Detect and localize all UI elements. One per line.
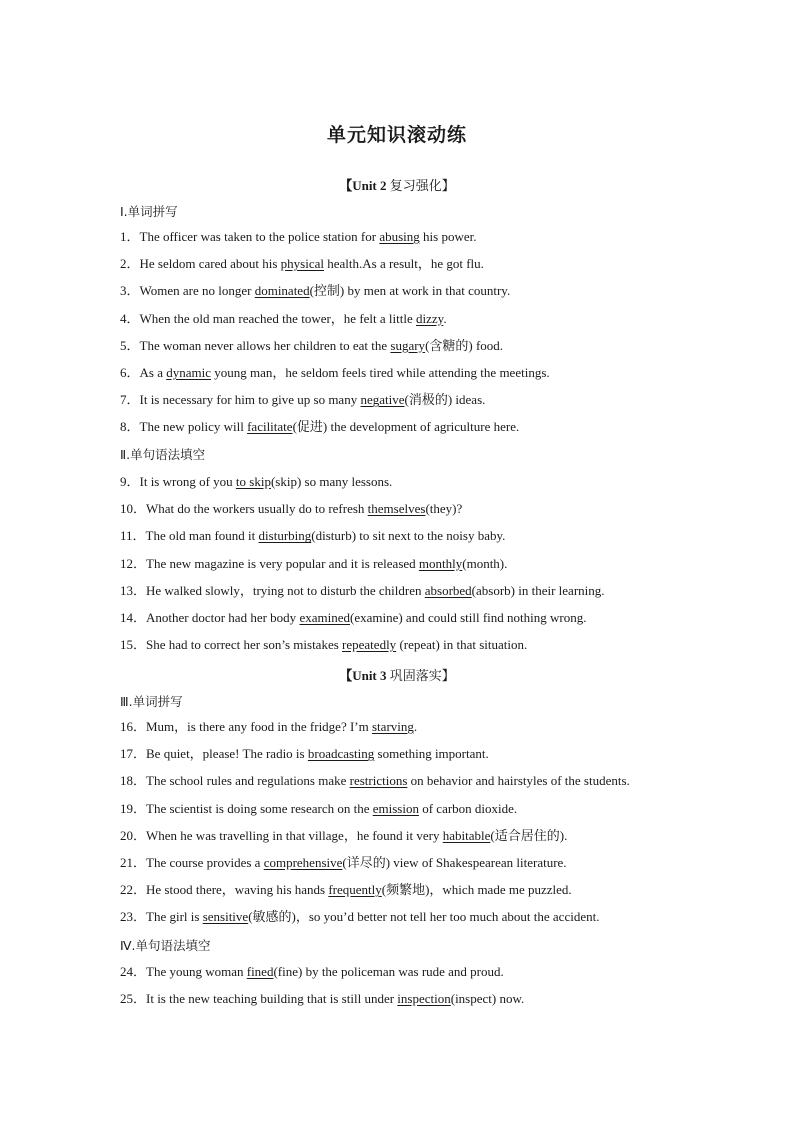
item-text: 14．Another doctor had her body [120,610,300,625]
exercise-item [120,256,484,272]
item-text-end: (敏感的)，so you’d better not tell her too much about the accident. [248,909,600,925]
item-text: 13．He walked slowly，trying not to disturb the children [120,582,425,598]
item-text: 25．It is the new teaching building that is still under [120,991,398,1007]
item-text-end: young man，he seldom feels tired while attending the meetings. [210,365,550,380]
exercise-item [120,583,605,599]
item-text: 15．She had to correct her son’s mistakes [120,637,343,653]
item-text-end: something important. [374,746,489,762]
exercise-item [120,855,567,871]
item-text: 17．Be quiet，please! The radio is [120,746,308,762]
section-2-heading: Ⅱ.单句语法填空 [120,447,206,462]
exercise-item [120,556,507,572]
item-text: 18．The school rules and regulations make [120,773,350,789]
item-text-end: (they)? [425,501,463,517]
answer-word: frequently [328,882,382,898]
exercise-item [120,746,489,762]
exercise-item [120,801,517,817]
item-text-end: (skip) so many lessons. [270,474,393,489]
section-4-heading: Ⅳ.单句语法填空 [120,938,211,953]
answer-word: to skip [235,474,271,489]
item-text: 19．The scientist is doing some research on the [120,800,373,816]
item-text: 1．The officer was taken to the police station for [120,229,380,244]
item-text: 9．It is wrong of you [120,474,236,489]
item-text: 7．It is necessary for him to give up so many [120,392,361,408]
item-text-end: . [413,719,418,734]
answer-word: dynamic [166,365,211,380]
answer-word: comprehensive [263,855,343,870]
item-text: 4．When the old man reached the tower，he felt a little [120,310,416,326]
exercise-item [120,338,503,354]
unit2-subtitle: 复习强化】 [389,179,455,194]
answer-word: sugary [390,337,426,353]
item-text-end: (month). [462,555,508,571]
item-text-end: . [443,310,447,326]
exercise-item [120,964,504,980]
answer-word: absorbed [424,582,472,598]
answer-word: broadcasting [307,746,375,762]
answer-word: examined [299,610,350,625]
item-text-end: (适合居住的). [490,827,568,843]
answer-word: emission [372,800,419,816]
exercise-item [120,909,599,925]
item-text: 8．The new policy will [120,419,248,435]
answer-word: habitable [442,827,491,843]
item-text: 23．The girl is [120,909,203,925]
item-text-end: (频繁地)，which made me puzzled. [381,882,572,898]
exercise-item [120,365,550,381]
exercise-item [120,610,586,626]
item-text: 22．He stood there，waving his hands [120,882,329,898]
item-text-end: (absorb) in their learning. [471,582,605,598]
item-text-end: (inspect) now. [450,991,525,1007]
item-text: 2．He seldom cared about his [120,256,281,272]
item-text-end: (详尽的) view of Shakespearean literature. [342,855,567,870]
item-text: 20．When he was travelling in that village，he found it very [120,827,443,843]
unit3-heading [0,665,794,684]
unit2-heading [0,175,794,194]
item-text-end: health.As a result，he got flu. [323,256,484,272]
answer-word: restrictions [349,773,408,789]
answer-word: physical [280,256,324,272]
item-text-end: on behavior and hairstyles of the students. [407,773,630,789]
exercise-item [120,773,630,789]
item-text: 12．The new magazine is very popular and it is released [120,555,419,571]
section-3-heading: Ⅲ.单词拼写 [120,694,183,709]
item-text-end: (含糖的) food. [425,337,504,353]
answer-word: fined [246,964,274,979]
exercise-item [120,501,462,517]
exercise-item [120,528,505,544]
page-title: 单元知识滚动练 [326,124,467,146]
unit3-subtitle: 巩固落实】 [389,669,455,684]
answer-word: negative [360,392,405,408]
exercise-item [120,828,567,844]
answer-word: dominated [254,283,310,299]
answer-word: repeatedly [342,637,397,653]
item-text-end: (控制) by men at work in that country. [309,283,511,299]
item-text-end: (fine) by the policeman was rude and proud. [273,964,504,979]
answer-word: monthly [418,555,463,571]
exercise-item [120,719,417,735]
item-text-end: (促进) the development of agriculture here. [292,419,520,435]
item-text-end: of carbon dioxide. [418,800,518,816]
item-text: 21．The course provides a [120,855,264,870]
item-text-end: (消极的) ideas. [404,392,486,408]
item-text: 10．What do the workers usually do to refresh [120,501,368,517]
exercise-item [120,474,392,490]
exercise-item [120,283,510,299]
exercise-item [120,882,572,898]
answer-word: themselves [367,501,426,517]
item-text: 16．Mum，is there any food in the fridge? I’m [120,719,372,734]
item-text: 3．Women are no longer [120,283,255,299]
answer-word: facilitate [247,419,293,435]
answer-word: disturbing [258,528,312,544]
exercise-item [120,229,476,245]
unit3-label: 【Unit 3 [339,668,390,683]
unit2-label: 【Unit 2 [339,178,390,193]
answer-word: starving [372,719,414,734]
answer-word: dizzy [416,310,444,326]
item-text-end: his power. [419,229,477,244]
exercise-item [120,419,519,435]
answer-word: abusing [379,229,420,244]
exercise-item [120,392,485,408]
item-text-end: (disturb) to sit next to the noisy baby. [311,528,506,544]
answer-word: inspection [397,991,451,1007]
item-text-end: (examine) and could still find nothing wrong. [349,610,587,625]
item-text-end: (repeat) in that situation. [396,637,528,653]
exercise-item [120,637,527,653]
item-text: 24．The young woman [120,964,247,979]
exercise-item [120,991,524,1007]
item-text: 11．The old man found it [120,528,259,544]
exercise-item [120,311,447,327]
section-1-heading: Ⅰ.单词拼写 [120,204,178,219]
item-text: 6．As a [120,365,167,380]
item-text: 5．The woman never allows her children to eat the [120,337,391,353]
answer-word: sensitive [202,909,249,925]
